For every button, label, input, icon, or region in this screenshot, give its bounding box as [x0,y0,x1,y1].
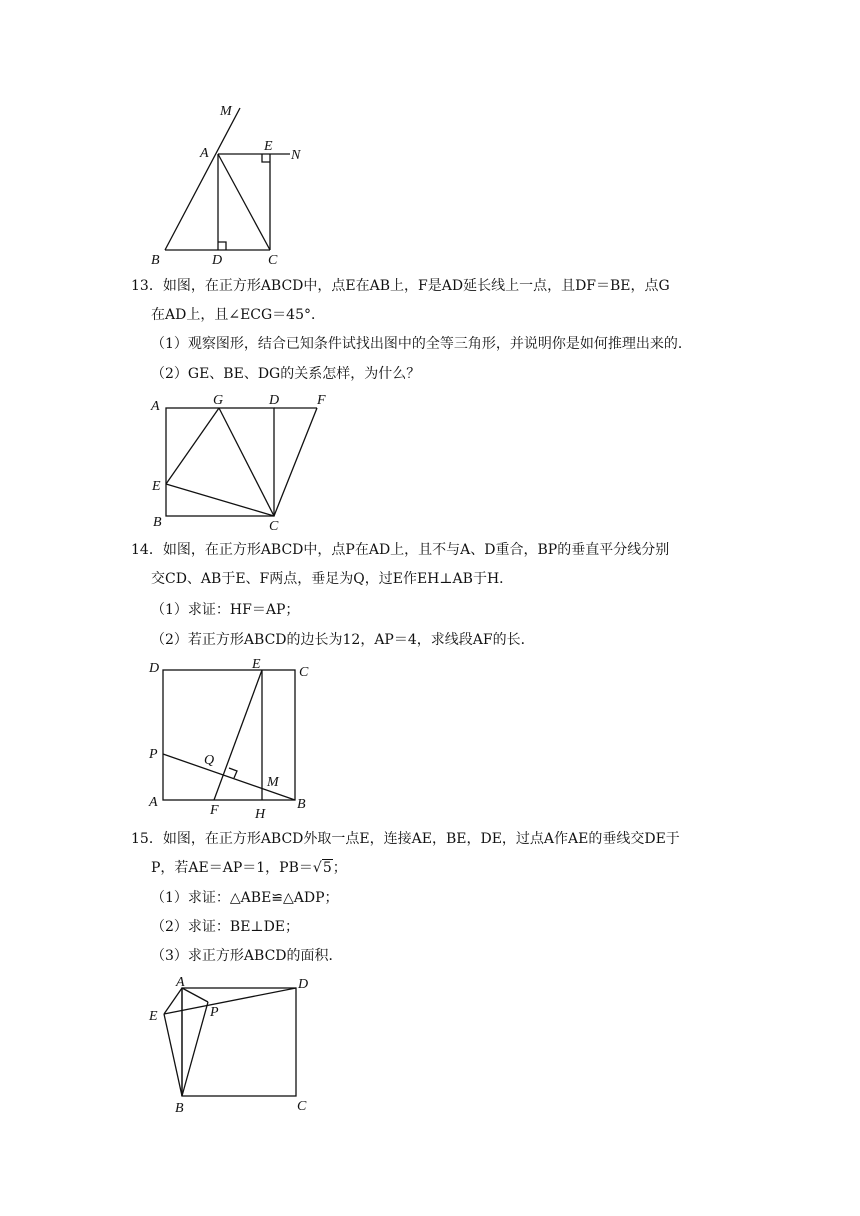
line-eb [164,1014,182,1096]
label-a: A [176,975,185,990]
q13-part1: （1）观察图形，结合已知条件试找出图中的全等三角形，并说明你是如何推理出来的． [151,336,692,352]
label-d: D [298,977,309,992]
q15-part1: （1）求证：△ABE≌△ADP； [151,890,339,906]
label-d: D [212,253,223,268]
line-ap [182,988,208,1002]
label-e: E [264,139,273,154]
label-a: A [151,399,160,414]
line-ed [164,988,296,1014]
q14-line1: 14．如图，在正方形ABCD中，点P在AD上，且不与A、D重合，BP的垂直平分线分别 [131,542,670,558]
label-c: C [297,1099,307,1114]
q13-line1: 13．如图，在正方形ABCD中，点E在AB上，F是AD延长线上一点，且DF＝BE，点G [131,278,670,294]
label-a: A [149,795,158,810]
right-angle-q [229,768,237,778]
label-c: C [268,253,278,268]
label-e: E [149,1009,158,1024]
label-g: G [213,393,224,408]
line-fc [274,408,317,516]
q15-line1: 15．如图，在正方形ABCD外取一点E，连接AE，BE，DE，过点A作AE的垂线交DE于 [131,831,680,847]
line-gc [219,408,274,516]
right-angle-d [218,242,226,250]
label-b: B [175,1101,184,1116]
line-ge [166,408,219,484]
q14-line2: 交CD、AB于E、F两点，垂足为Q，过E作EH⊥AB于H． [151,571,514,587]
q15-line2-text: P，若AE＝AP＝1，PB＝ [151,860,313,876]
q14-part1: （1）求证：HF＝AP； [151,602,300,618]
label-b: B [153,515,162,530]
line-ae [164,988,182,1014]
line-ac [218,154,270,250]
figure-q15 [142,972,322,1118]
label-f: F [210,803,219,818]
label-p: P [210,1005,219,1020]
label-p: P [149,747,158,762]
label-a: A [200,146,209,161]
label-e: E [252,657,261,672]
figure-q12 [140,98,320,270]
label-q: Q [204,753,215,768]
q15-line2-end: ； [332,860,347,876]
label-d: D [269,393,280,408]
square-abcd [182,988,296,1096]
q15-part2: （2）求证：BE⊥DE； [151,919,300,935]
q14-part2: （2）若正方形ABCD的边长为12，AP＝4，求线段AF的长． [151,632,535,648]
sqrt-value: 5 [322,860,332,876]
q13-line2: 在AD上，且∠ECG＝45°． [151,307,325,323]
figure-q13 [145,392,345,534]
line-pb [182,1002,208,1096]
label-c: C [299,665,309,680]
line-bm [165,108,240,250]
q15-line2 [151,858,347,878]
label-e: E [152,479,161,494]
figure-q14 [142,656,322,824]
label-b: B [297,797,306,812]
label-m: M [220,104,232,119]
right-angle-e [262,154,270,162]
label-f: F [317,393,326,408]
label-b: B [151,253,160,268]
label-n: N [291,148,301,163]
label-c: C [269,519,279,534]
line-ec [166,484,274,516]
label-m: M [267,775,279,790]
label-d: D [149,661,160,676]
label-h: H [255,807,266,822]
q15-part3: （3）求正方形ABCD的面积． [151,948,343,964]
sqrt-symbol: √ [312,860,322,876]
q13-part2: （2）GE、BE、DG的关系怎样，为什么？ [151,366,421,382]
